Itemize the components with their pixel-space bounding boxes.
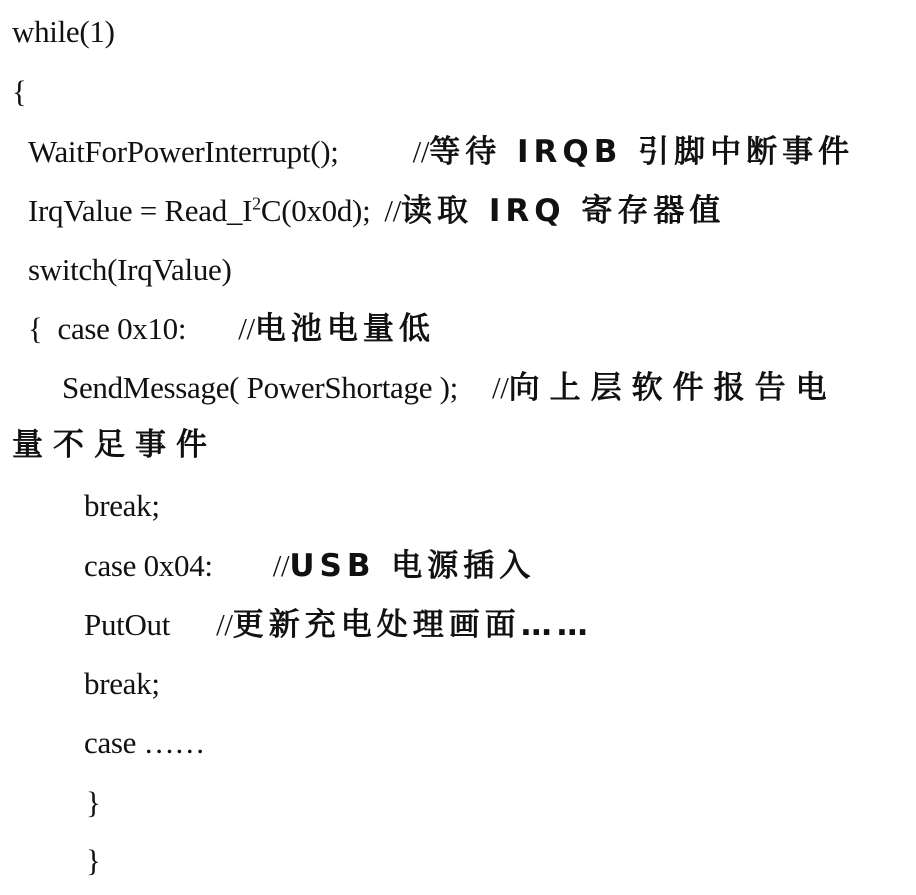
comment-marker: // bbox=[491, 370, 509, 405]
code-line-close-brace-1 bbox=[86, 785, 101, 821]
code-text: break; bbox=[84, 488, 160, 523]
code-comment: 量不足事件 bbox=[12, 427, 217, 463]
code-line-case-more bbox=[84, 725, 205, 761]
code-line-sendmessage bbox=[62, 370, 837, 406]
code-text: break; bbox=[84, 666, 160, 701]
code-text: SendMessage( PowerShortage ); bbox=[62, 370, 458, 405]
code-text: while(1) bbox=[12, 14, 115, 49]
code-line-open-brace bbox=[12, 74, 27, 110]
code-line-comment-wrap bbox=[12, 427, 217, 463]
comment-marker: // bbox=[238, 311, 255, 346]
code-line-while bbox=[12, 14, 115, 50]
code-line-close-brace-2 bbox=[86, 843, 101, 879]
code-text: case …… bbox=[84, 725, 205, 760]
code-text: C(0x0d); bbox=[260, 193, 371, 228]
comment-marker: // bbox=[216, 607, 233, 642]
code-line-break-1 bbox=[84, 488, 160, 524]
code-text: { bbox=[12, 74, 27, 109]
code-line-break-2 bbox=[84, 666, 160, 702]
code-line-switch bbox=[28, 252, 232, 288]
code-text: } bbox=[86, 843, 101, 878]
code-line-read bbox=[28, 193, 725, 229]
code-comment: 读取 IRQ 寄存器值 bbox=[401, 193, 726, 229]
code-line-case-10 bbox=[28, 311, 435, 347]
code-line-wait bbox=[28, 134, 854, 170]
code-text: case 0x04: bbox=[84, 548, 213, 583]
comment-marker: // bbox=[384, 193, 402, 228]
code-text: { case 0x10: bbox=[28, 311, 187, 346]
code-text: switch(IrqValue) bbox=[28, 252, 232, 287]
code-comment: 电池电量低 bbox=[254, 311, 435, 347]
code-comment: 向上层软件报告电 bbox=[508, 370, 837, 406]
code-line-case-04 bbox=[84, 548, 535, 584]
comment-marker: // bbox=[412, 134, 430, 169]
code-text: IrqValue = Read_I bbox=[28, 193, 253, 228]
code-comment: 更新充电处理画面…… bbox=[232, 607, 593, 643]
code-text: PutOut bbox=[84, 607, 171, 642]
superscript: 2 bbox=[252, 193, 261, 214]
comment-marker: // bbox=[272, 548, 290, 583]
code-comment: USB 电源插入 bbox=[289, 548, 536, 584]
code-comment: 等待 IRQB 引脚中断事件 bbox=[429, 134, 855, 170]
code-line-putout bbox=[84, 607, 593, 643]
code-text: } bbox=[86, 785, 101, 820]
code-text: WaitForPowerInterrupt(); bbox=[28, 134, 339, 169]
